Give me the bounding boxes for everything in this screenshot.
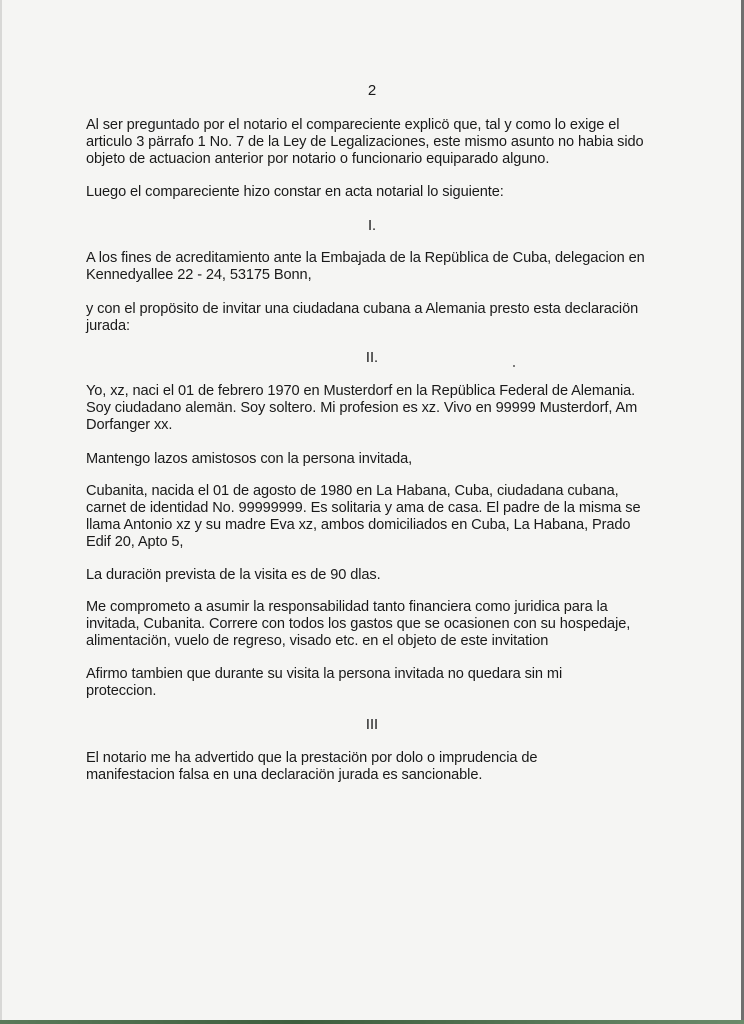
text-line: Mantengo lazos amistosos con la persona invitada, [86,451,413,467]
paragraph-invitee-identity [86,483,666,551]
paragraph-responsibility [86,599,666,650]
text-line: invitada, Cubanita. Correre con todos los gastos que se ocasionen con su hospedaje, [86,616,631,632]
paragraph-notary-warning [86,750,666,784]
paragraph-purpose [86,301,666,335]
paragraph-inviter-identity [86,383,666,434]
text-line: proteccion. [86,683,157,699]
scan-edge-left [0,0,2,1024]
text-line: alimentaciön, vuelo de regreso, visado etc. en el objeto de este invitation [86,633,549,649]
paragraph-embassy [86,250,666,284]
section-heading-iii: III [365,717,379,733]
text-line: Luego el compareciente hizo constar en acta notarial lo siguiente: [86,184,504,200]
text-line: jurada: [86,318,130,334]
paragraph-declaration-intro [86,184,666,201]
text-line: articulo 3 pärrafo 1 No. 7 de la Ley de Legalizaciones, este mismo asunto no habia sido [86,134,644,150]
scan-speck [513,365,515,367]
text-line: Edif 20, Apto 5, [86,534,184,550]
text-line: llama Antonio xz y su madre Eva xz, ambos domiciliados en Cuba, La Habana, Prado [86,517,631,533]
scan-edge-bottom [0,1020,744,1024]
text-line: objeto de actuacion anterior por notario o funcionario equiparado alguno. [86,151,550,167]
text-line: Kennedyallee 22 - 24, 53175 Bonn, [86,267,312,283]
text-line: carnet de identidad No. 99999999. Es solitaria y ama de casa. El padre de la misma se [86,500,641,516]
text-line: manifestacion falsa en una declaraciön jurada es sancionable. [86,767,483,783]
text-line: Al ser preguntado por el notario el compareciente explicö que, tal y como lo exige el [86,117,620,133]
text-line: La duraciön prevista de la visita es de 90 dlas. [86,567,381,583]
paragraph-visit-duration [86,567,666,584]
text-line: Cubanita, nacida el 01 de agosto de 1980 en La Habana, Cuba, ciudadana cubana, [86,483,619,499]
text-line: y con el propösito de invitar una ciudadana cubana a Alemania presto esta declaraciön [86,301,639,317]
paragraph-notary-question [86,117,666,168]
paragraph-protection [86,666,666,700]
paragraph-relationship [86,451,666,468]
text-line: Yo, xz, naci el 01 de febrero 1970 en Musterdorf en la Repüblica Federal de Alemania. [86,383,636,399]
text-line: Afirmo tambien que durante su visita la persona invitada no quedara sin mi [86,666,563,682]
text-line: Soy ciudadano alemän. Soy soltero. Mi profesion es xz. Vivo en 99999 Musterdorf, Am [86,400,638,416]
section-heading-i: I. [367,218,377,234]
page-number: 2 [367,82,377,99]
text-line: A los fines de acreditamiento ante la Embajada de la Repüblica de Cuba, delegacion en [86,250,645,266]
section-heading-ii: II. [365,350,379,366]
text-line: Dorfanger xx. [86,417,173,433]
text-line: El notario me ha advertido que la prestaciön por dolo o imprudencia de [86,750,538,766]
text-line: Me comprometo a asumir la responsabilidad tanto financiera como juridica para la [86,599,608,615]
